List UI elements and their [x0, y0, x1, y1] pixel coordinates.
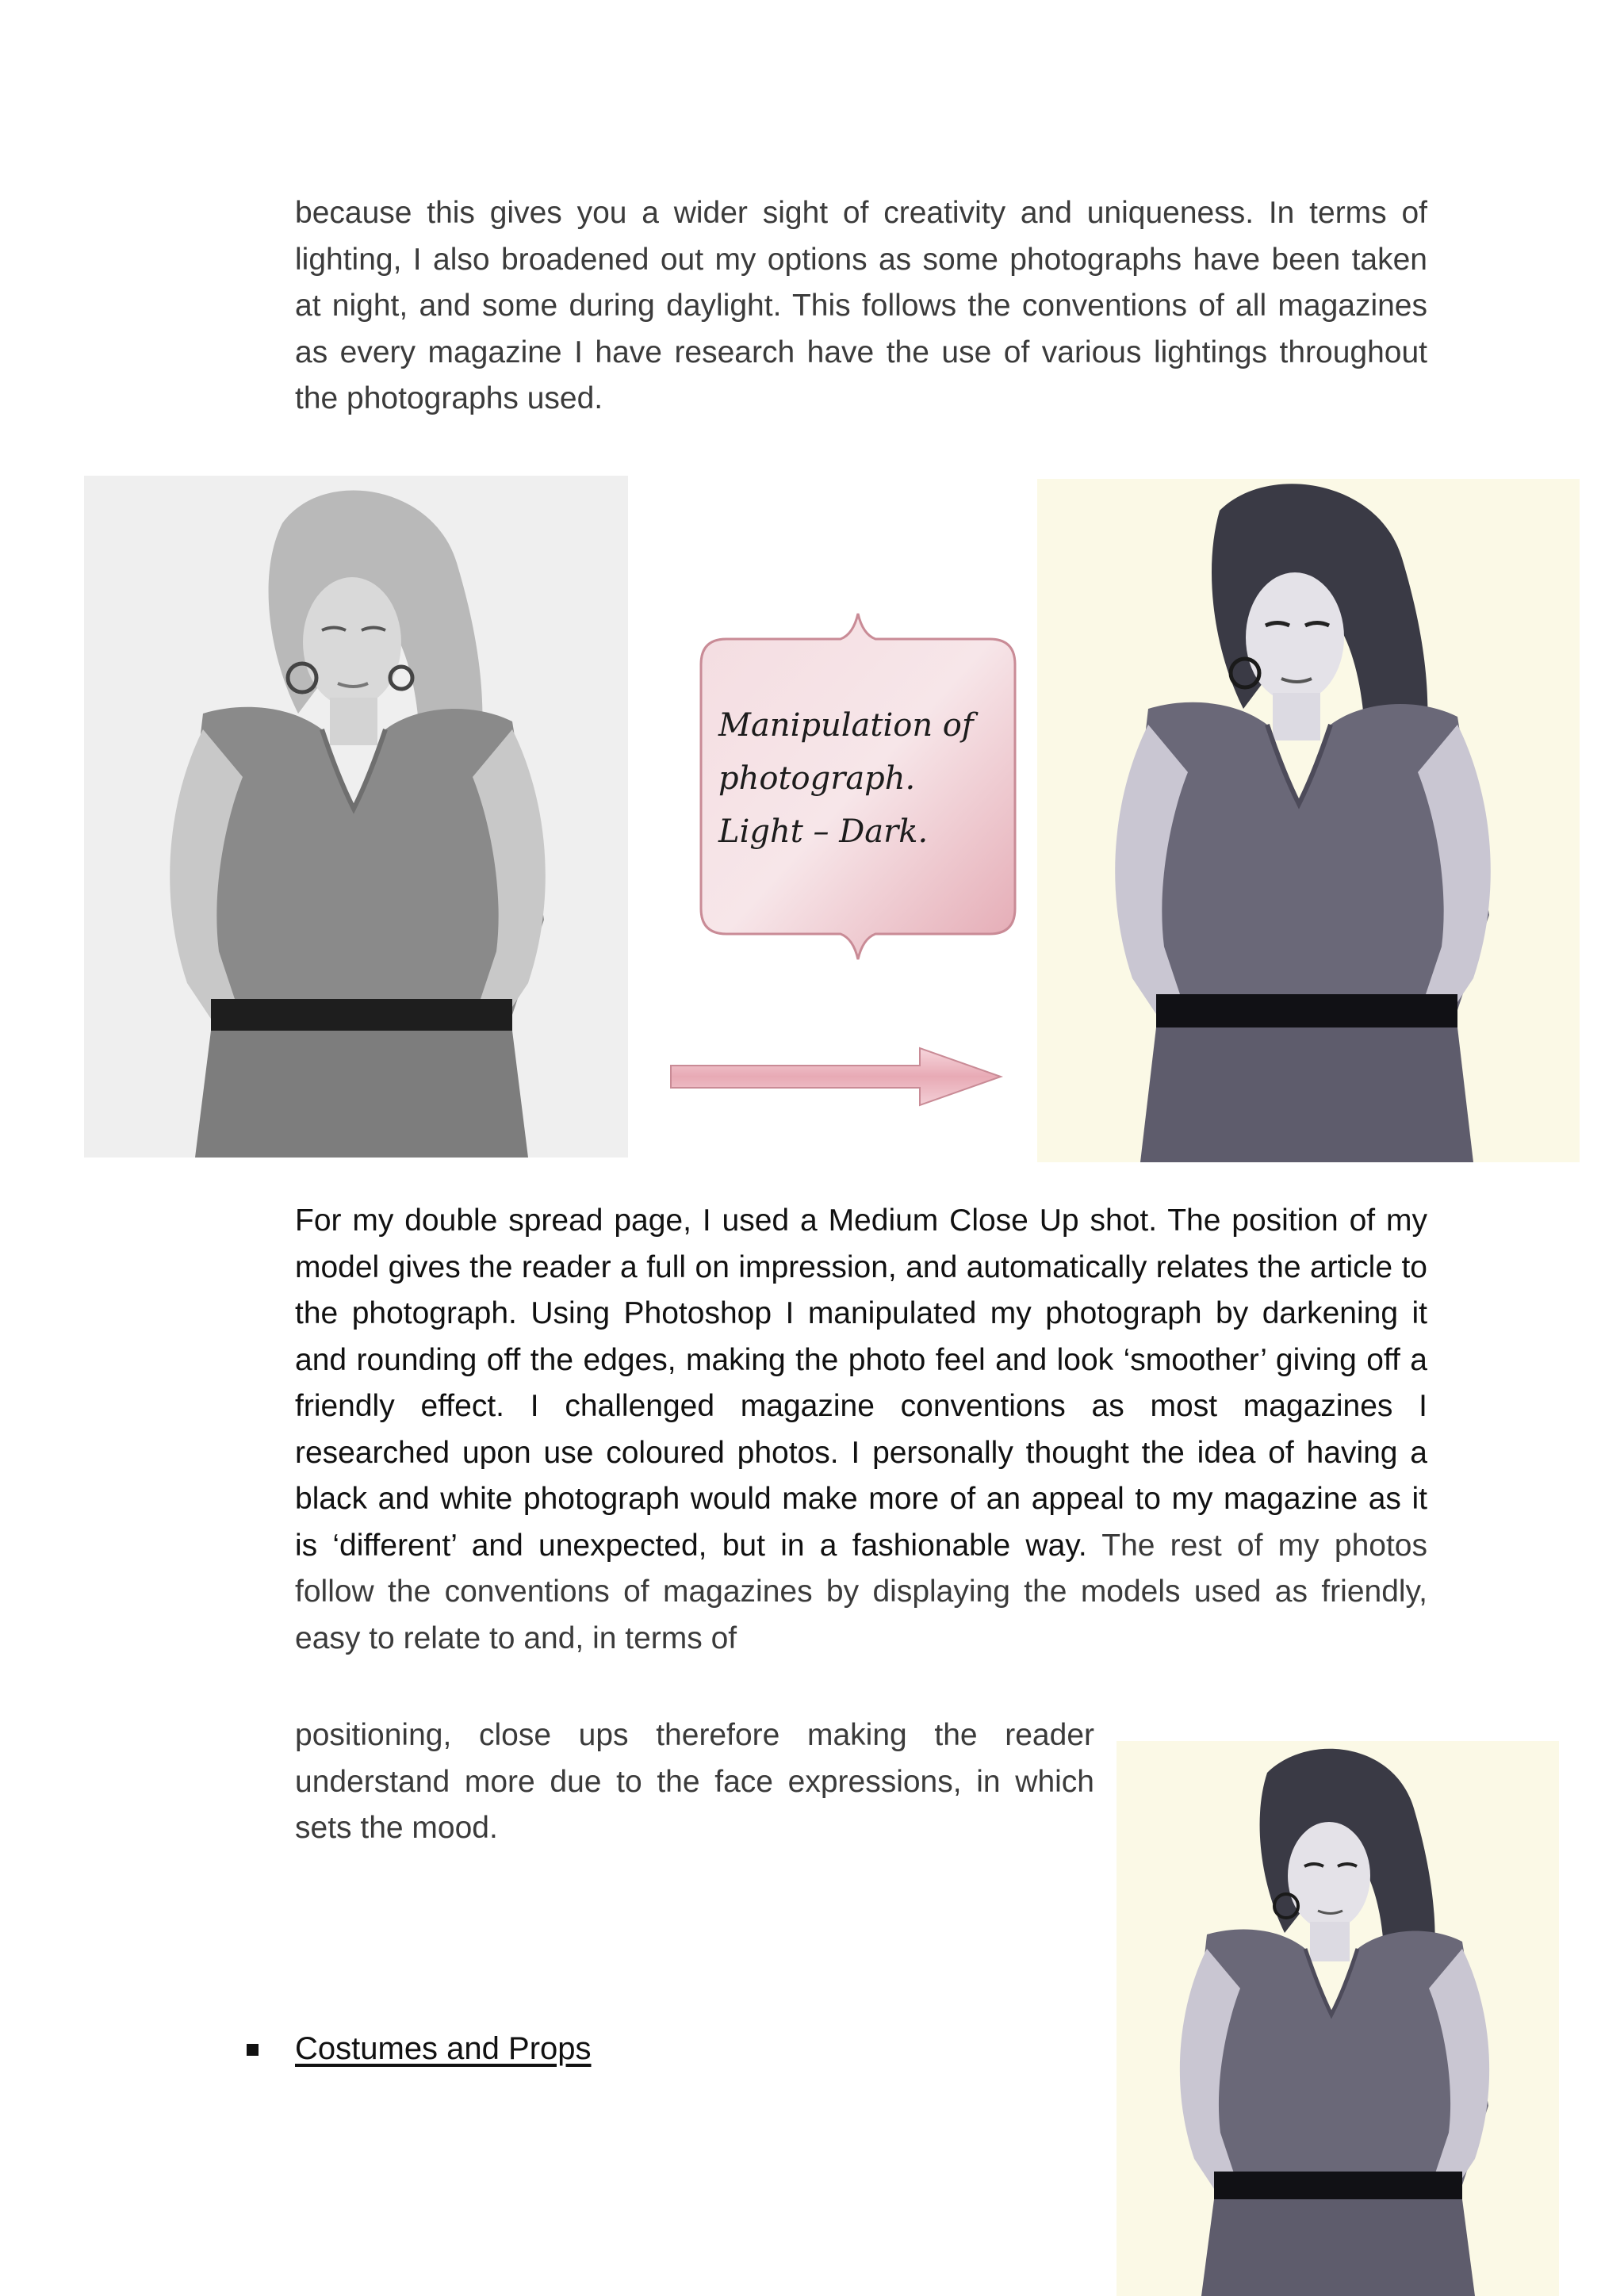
body-wrap-paragraph: positioning, close ups therefore making the reader understand more due to the face expressions, in which sets the mood. — [295, 1718, 1094, 1845]
section-heading: Costumes and Props — [295, 2031, 592, 2066]
callout-text — [718, 699, 1004, 859]
body-main-text: For my double spread page, I used a Medium Close Up shot. The position of my model gives the reader a full on impression, and automatically relates the article to the photograph. Using Photoshop I manipulated my photograph by darkening it and rounding off the edges, making the photo feel and look ‘smoother’ giving off a friendly effect. I challenged magazine conventions as most magazines I researched upon use coloured photos. I personally thought the idea of having a black and white photograph would make more of an appeal to my magazine as it is ‘different’ and unexpected, but in a fashionable way. — [295, 1203, 1427, 1563]
manipulated-photo — [1037, 479, 1580, 1162]
callout-line-2: photograph. — [718, 760, 916, 797]
callout-line-3: Light – Dark. — [718, 813, 929, 850]
callout-line-1: Manipulation of — [718, 707, 974, 744]
bullet-icon — [247, 2044, 259, 2056]
original-photo — [84, 476, 628, 1158]
intro-paragraph: because this gives you a wider sight of creativity and uniqueness. In terms of lighting, I also broadened out my options as some photographs have been taken at night, and some during daylight. This follows the conventions of all magazines as every magazine I have research have the use of various lightings throughout the photographs used. — [295, 196, 1427, 415]
small-photo — [1116, 1741, 1559, 2296]
body-paragraph — [295, 1198, 1427, 1662]
right-arrow-icon — [668, 1045, 1007, 1108]
body-muted-text: The rest of my photos follow the conventions of magazines by displaying the models used as friendly, easy to relate to and, in terms of — [295, 1528, 1427, 1655]
